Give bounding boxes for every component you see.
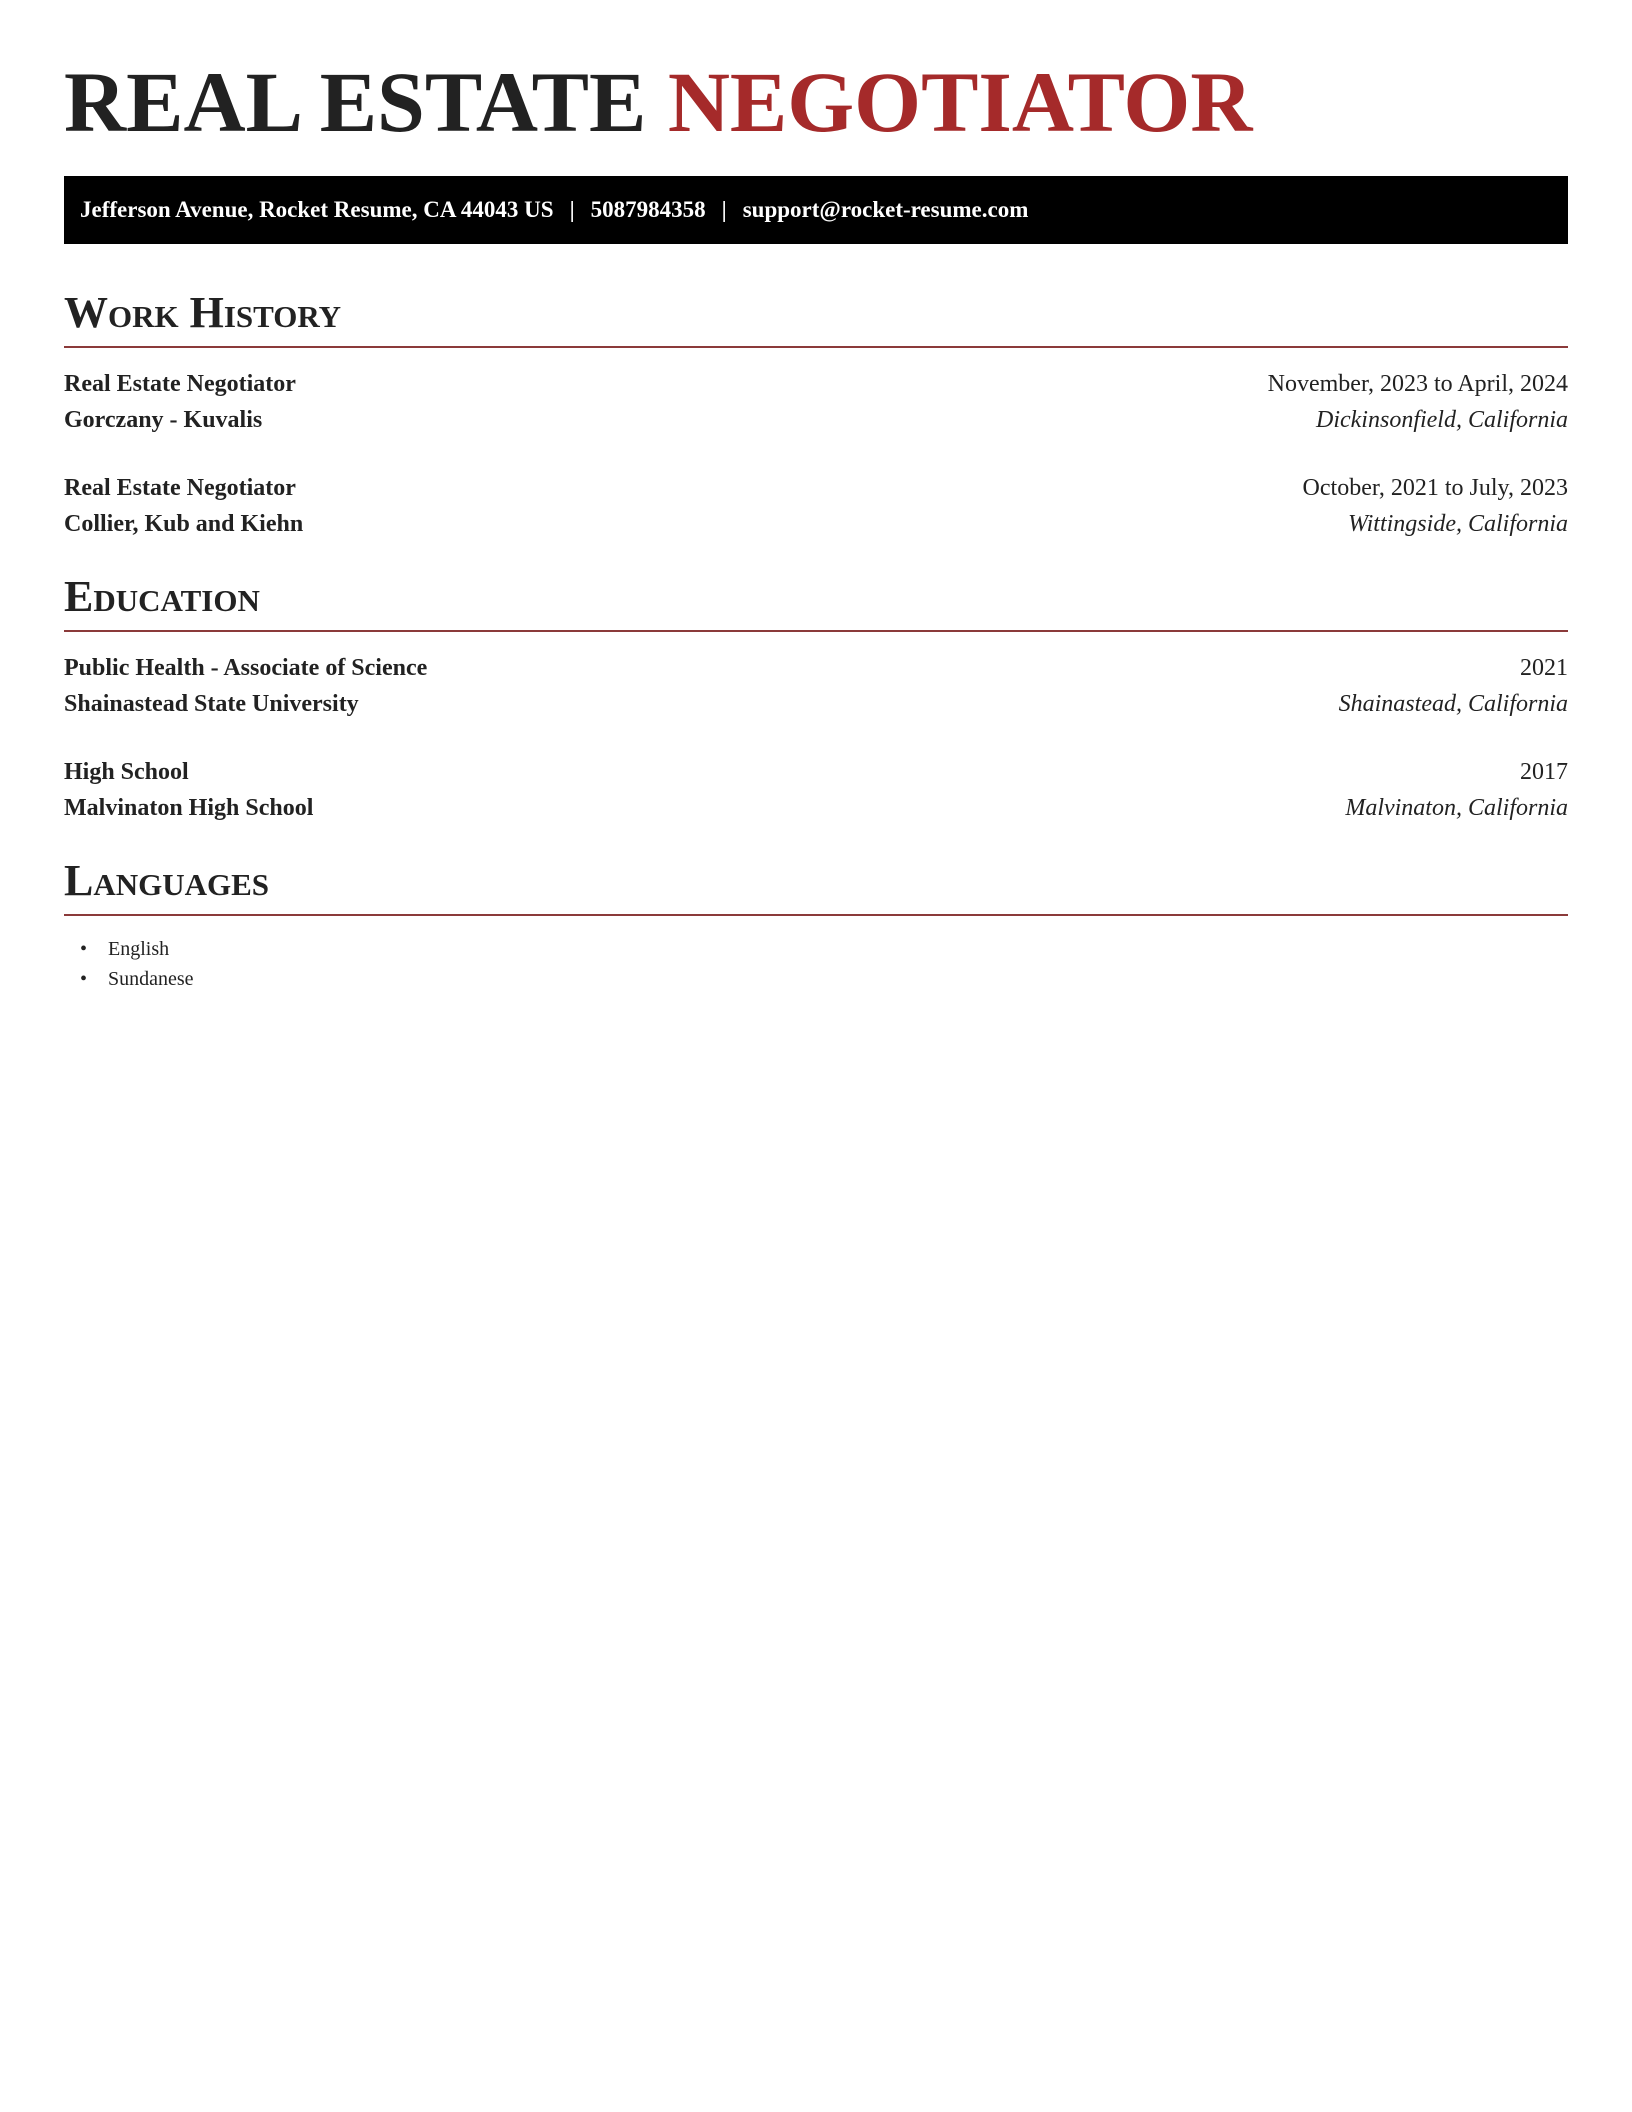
job-dates: October, 2021 to July, 2023	[1302, 475, 1568, 501]
work-entry-row	[64, 366, 1568, 402]
language-name: Sundanese	[108, 968, 194, 990]
title-role: REAL ESTATE	[64, 54, 647, 150]
work-history-heading: Work History	[64, 288, 1568, 348]
work-entry	[64, 470, 1568, 542]
work-entry	[64, 366, 1568, 438]
bullet-icon: •	[80, 938, 88, 960]
title-role-accent: NEGOTIATOR	[667, 54, 1253, 150]
company-name: Collier, Kub and Kiehn	[64, 511, 304, 537]
list-item	[80, 964, 1568, 994]
school-name: Malvinaton High School	[64, 795, 314, 821]
education-entry	[64, 650, 1568, 722]
education-entry	[64, 754, 1568, 826]
company-name: Gorczany - Kuvalis	[64, 407, 263, 433]
contact-phone: 5087984358	[590, 197, 706, 222]
languages-heading: Languages	[64, 856, 1568, 916]
school-location: Shainastead, California	[1338, 691, 1568, 717]
work-entry-row	[64, 470, 1568, 506]
education-entry-row	[64, 650, 1568, 686]
contact-email: support@rocket-resume.com	[742, 197, 1029, 222]
contact-separator: |	[721, 197, 727, 222]
school-name: Shainastead State University	[64, 691, 359, 717]
education-entry-row	[64, 754, 1568, 790]
graduation-year: 2021	[1520, 655, 1568, 681]
contact-separator: |	[569, 197, 575, 222]
job-dates: November, 2023 to April, 2024	[1267, 371, 1568, 397]
languages-list	[64, 934, 1568, 994]
bullet-icon: •	[80, 968, 88, 990]
language-name: English	[108, 938, 170, 960]
job-location: Wittingside, California	[1347, 511, 1568, 537]
graduation-year: 2017	[1520, 759, 1568, 785]
job-title: Real Estate Negotiator	[64, 475, 296, 501]
work-entry-row	[64, 402, 1568, 438]
job-location: Dickinsonfield, California	[1316, 407, 1568, 433]
contact-bar	[64, 176, 1568, 244]
education-entry-row	[64, 790, 1568, 826]
work-entry-row	[64, 506, 1568, 542]
school-location: Malvinaton, California	[1345, 795, 1568, 821]
job-title: Real Estate Negotiator	[64, 371, 296, 397]
degree-name: Public Health - Associate of Science	[64, 655, 428, 681]
list-item	[80, 934, 1568, 964]
education-entry-row	[64, 686, 1568, 722]
resume-title	[64, 52, 1568, 152]
contact-address: Jefferson Avenue, Rocket Resume, CA 44043 US	[80, 197, 554, 222]
education-heading: Education	[64, 572, 1568, 632]
degree-name: High School	[64, 759, 189, 785]
